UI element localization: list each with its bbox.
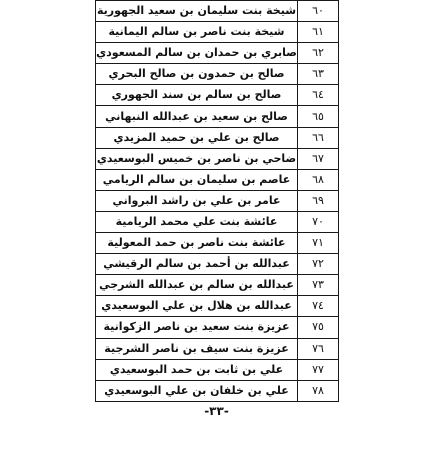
row-number: ٧٨ (298, 380, 339, 401)
row-name: صالح بن حمدون بن صالح البحري (96, 64, 298, 85)
table-row (96, 254, 339, 275)
row-number: ٦٧ (298, 148, 339, 169)
table-row (96, 380, 339, 401)
row-number: ٧٥ (298, 317, 339, 338)
row-number: ٦١ (298, 22, 339, 43)
row-name: علي بن خلفان بن علي البوسعيدي (96, 380, 298, 401)
row-number: ٧١ (298, 233, 339, 254)
table-row (96, 85, 339, 106)
row-number: ٧٤ (298, 296, 339, 317)
table-row (96, 1, 339, 22)
table-row (96, 169, 339, 190)
table-row (96, 148, 339, 169)
table-row (96, 275, 339, 296)
row-number: ٦٨ (298, 169, 339, 190)
row-number: ٧٣ (298, 275, 339, 296)
table-row (96, 233, 339, 254)
names-table-body (96, 1, 339, 402)
row-name: صالح بن سالم بن سند الجهوري (96, 85, 298, 106)
row-name: شيخة بنت سليمان بن سعيد الجهورية (96, 1, 298, 22)
table-row (96, 359, 339, 380)
table-row (96, 106, 339, 127)
table-row (96, 127, 339, 148)
row-name: عزيزة بنت سعيد بن ناصر الزكوانية (96, 317, 298, 338)
row-name: ضاحي بن ناصر بن خميس البوسعيدي (96, 148, 298, 169)
row-number: ٦٢ (298, 43, 339, 64)
row-name: عامر بن علي بن راشد البرواني (96, 190, 298, 211)
row-number: ٧٧ (298, 359, 339, 380)
row-number: ٦٠ (298, 1, 339, 22)
table-row (96, 190, 339, 211)
row-number: ٦٩ (298, 190, 339, 211)
row-name: شيخة بنت ناصر بن سالم اليمانية (96, 22, 298, 43)
row-name: صالح بن علي بن حميد المزيدي (96, 127, 298, 148)
row-number: ٦٤ (298, 85, 339, 106)
row-name: علي بن ثابت بن حمد البوسعيدي (96, 359, 298, 380)
row-name: صابري بن حمدان بن سالم المسعودي (96, 43, 298, 64)
row-name: عائشة بنت علي محمد الريامية (96, 211, 298, 232)
row-name: عبدالله بن هلال بن علي البوسعيدي (96, 296, 298, 317)
table-row (96, 211, 339, 232)
row-number: ٦٣ (298, 64, 339, 85)
row-name: عبدالله بن سالم بن عبدالله الشرجي (96, 275, 298, 296)
row-number: ٧٢ (298, 254, 339, 275)
row-name: عبدالله بن أحمد بن سالم الرقيشي (96, 254, 298, 275)
table-row (96, 296, 339, 317)
row-name: عاصم بن سليمان بن سالم الريامي (96, 169, 298, 190)
table-row (96, 317, 339, 338)
table-row (96, 338, 339, 359)
table-row (96, 43, 339, 64)
page-number: -٣٣- (204, 404, 229, 418)
table-row (96, 64, 339, 85)
names-table (95, 0, 339, 402)
row-number: ٦٦ (298, 127, 339, 148)
row-name: عائشة بنت ناصر بن حمد المعولية (96, 233, 298, 254)
table-row (96, 22, 339, 43)
row-number: ٧٠ (298, 211, 339, 232)
row-number: ٦٥ (298, 106, 339, 127)
row-name: صالح بن سعيد بن عبدالله النبهاني (96, 106, 298, 127)
row-name: عزيزة بنت سيف بن ناصر الشرجية (96, 338, 298, 359)
row-number: ٧٦ (298, 338, 339, 359)
